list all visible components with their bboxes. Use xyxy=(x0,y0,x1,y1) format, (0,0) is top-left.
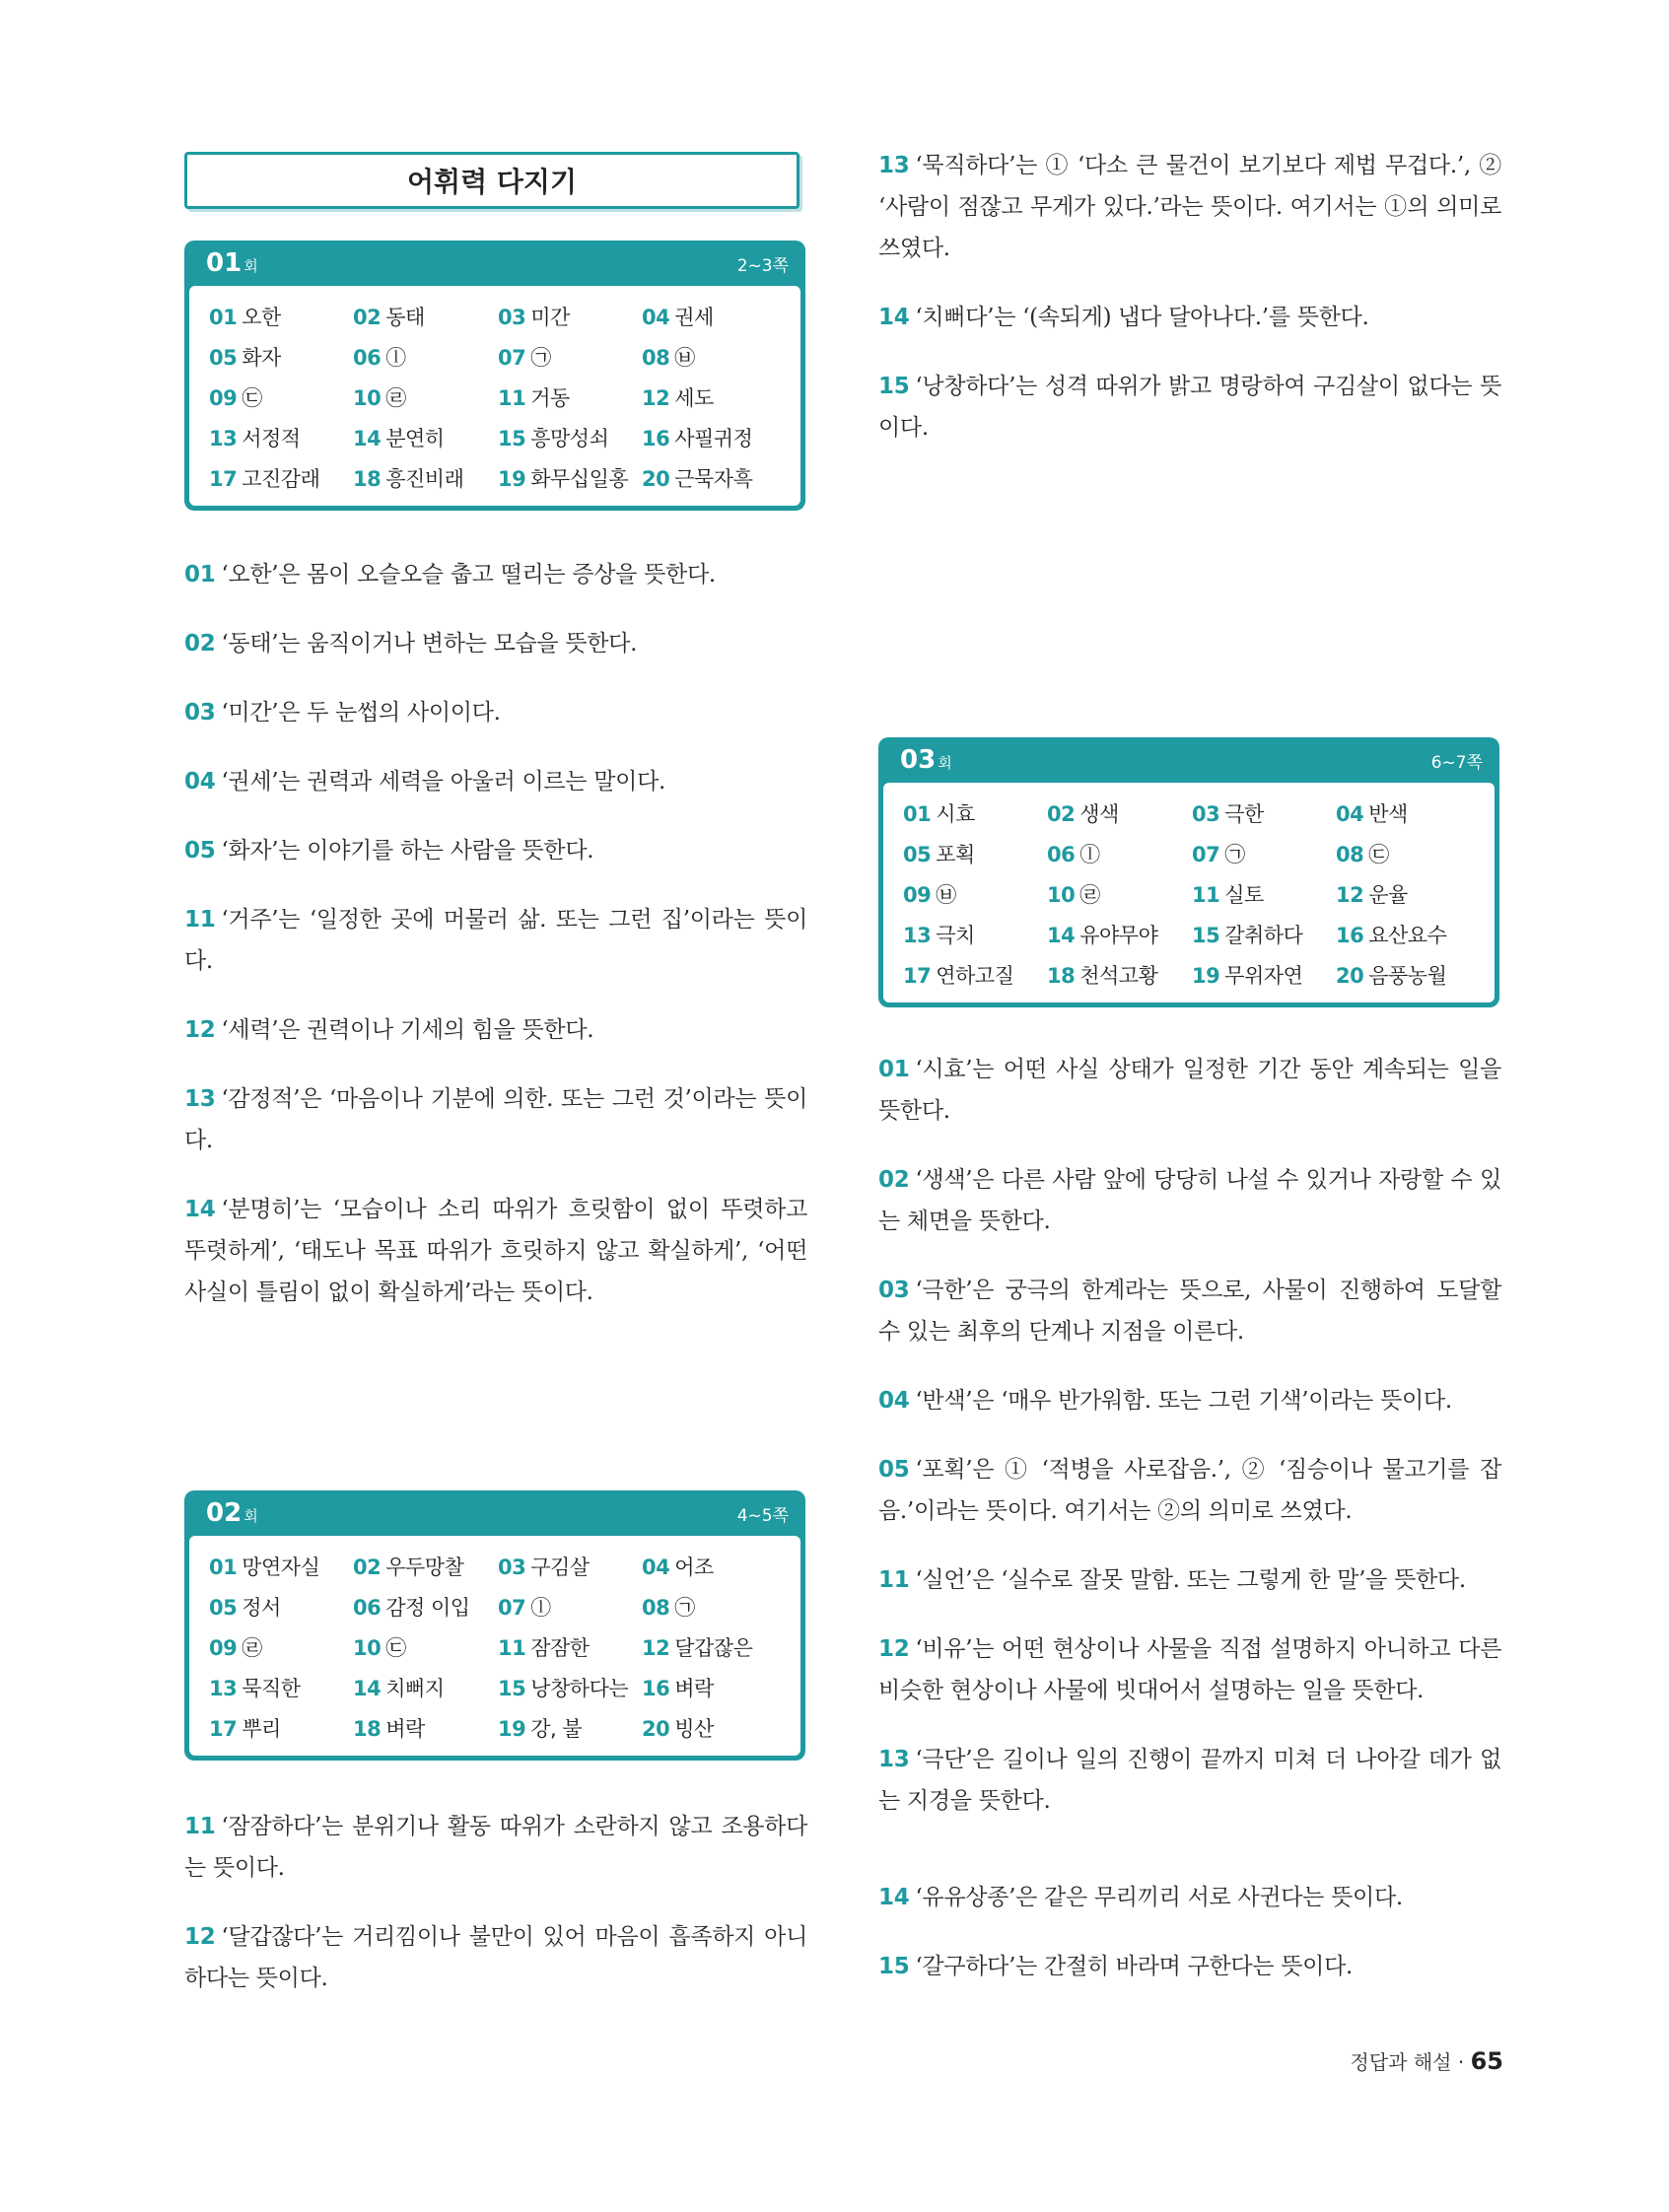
answer-item xyxy=(209,298,353,338)
answer-item xyxy=(498,1628,642,1669)
answer-text: 흥망성쇠 xyxy=(530,427,609,450)
explanation-text: ‘극한’은 궁극의 한계라는 뜻으로, 사물이 진행하여 도달할 수 있는 최후의 단계나 지점을 이른다. xyxy=(878,1278,1501,1345)
answer-item xyxy=(1047,835,1192,875)
answer-text: 실토 xyxy=(1224,883,1264,907)
answer-item xyxy=(642,338,786,379)
answer-item xyxy=(353,338,498,379)
explanation-paragraph xyxy=(184,1078,807,1161)
answer-text: 벼락 xyxy=(674,1677,714,1700)
explanation-text: ‘거주’는 ‘일정한 곳에 머물러 삶. 또는 그런 집’이라는 뜻이다. xyxy=(184,907,807,974)
answer-text: 권세 xyxy=(674,306,714,329)
answer-grid xyxy=(903,795,1495,997)
answer-text: ㉠ xyxy=(1224,843,1245,866)
answer-text: 세도 xyxy=(674,386,714,410)
explanation-text: ‘권세’는 권력과 세력을 아울러 이르는 말이다. xyxy=(221,769,666,795)
answer-number: 04 xyxy=(1336,802,1364,826)
answer-text: 사필귀정 xyxy=(674,427,753,450)
explanation-paragraph xyxy=(878,366,1501,449)
answer-item xyxy=(498,1548,642,1588)
answer-text: 흥진비래 xyxy=(385,467,464,491)
answer-number: 18 xyxy=(1047,964,1076,988)
explanation-paragraph xyxy=(878,1449,1501,1532)
answer-number: 05 xyxy=(209,1596,238,1620)
answer-number: 08 xyxy=(642,1596,670,1620)
answer-item xyxy=(642,1588,786,1628)
answer-text: 극치 xyxy=(936,924,975,947)
explanation-paragraph xyxy=(878,297,1501,338)
explanation-number: 14 xyxy=(878,305,910,330)
explanation-paragraph xyxy=(878,1559,1501,1601)
answer-item xyxy=(903,835,1047,875)
explanation-text: ‘극단’은 길이나 일의 진행이 끝까지 미쳐 더 나아갈 데가 없는 지경을 뜻한다. xyxy=(878,1747,1501,1814)
explanation-paragraph xyxy=(878,1380,1501,1421)
answer-text: 음풍농월 xyxy=(1368,964,1447,988)
explanation-text: ‘묵직하다’는 ① ‘다소 큰 물건이 보기보다 제법 무겁다.’, ② ‘사람이 점잖고 무게가 있다.’라는 뜻이다. 여기서는 ①의 의미로 쓰였다. xyxy=(878,153,1501,261)
explanation-number: 13 xyxy=(184,1086,216,1112)
answer-text: 유야무야 xyxy=(1079,924,1158,947)
explanation-number: 03 xyxy=(878,1278,910,1303)
answer-text: 뿌리 xyxy=(242,1717,281,1741)
explanation-number: 04 xyxy=(184,769,216,795)
answer-number: 08 xyxy=(1336,843,1364,866)
answer-item xyxy=(1047,795,1192,835)
answer-item xyxy=(498,419,642,459)
box-number: 01 회 xyxy=(206,248,258,278)
answer-text: 운율 xyxy=(1368,883,1408,907)
section-title: 어휘력 다지기 xyxy=(184,152,800,209)
answer-number: 03 xyxy=(498,306,526,329)
answer-item xyxy=(498,298,642,338)
answer-text: 거동 xyxy=(530,386,570,410)
answer-item xyxy=(1047,956,1192,997)
answer-number: 14 xyxy=(353,1677,382,1700)
answer-number: 19 xyxy=(498,1717,526,1741)
answer-text: ㉠ xyxy=(530,346,551,370)
answer-text: 강, 불 xyxy=(530,1717,583,1741)
explanation-text: ‘동태’는 움직이거나 변하는 모습을 뜻한다. xyxy=(221,631,638,657)
answer-text: 무위자연 xyxy=(1224,964,1303,988)
answer-item xyxy=(1192,916,1336,956)
answer-number: 16 xyxy=(642,1677,670,1700)
answer-text: ㉢ xyxy=(1368,843,1389,866)
explanation-paragraph xyxy=(184,692,807,733)
answer-text: 서정적 xyxy=(242,427,301,450)
explanation-paragraph xyxy=(184,1806,807,1889)
box-pages: 2~3쪽 xyxy=(736,255,789,276)
answer-item xyxy=(1336,795,1480,835)
answer-item xyxy=(353,1588,498,1628)
answer-item xyxy=(903,795,1047,835)
answer-text: 근묵자흑 xyxy=(674,467,753,491)
explanation-text: ‘달갑잖다’는 거리낌이나 불만이 있어 마음이 흡족하지 아니하다는 뜻이다. xyxy=(184,1924,807,1991)
answer-box-01 xyxy=(184,241,805,511)
explanation-number: 15 xyxy=(878,374,910,399)
answer-item xyxy=(209,459,353,500)
explanation-paragraph xyxy=(878,145,1501,269)
answer-item xyxy=(498,1709,642,1750)
answer-item xyxy=(209,1669,353,1709)
answer-item xyxy=(903,875,1047,916)
answer-number: 15 xyxy=(498,1677,526,1700)
answer-number: 13 xyxy=(209,427,238,450)
answer-item xyxy=(642,459,786,500)
answer-text: ㉢ xyxy=(242,386,262,410)
answer-number: 06 xyxy=(353,346,382,370)
explanation-paragraph xyxy=(878,1877,1501,1918)
explanation-text: ‘갈구하다’는 간절히 바라며 구한다는 뜻이다. xyxy=(915,1954,1354,1979)
explanation-number: 02 xyxy=(878,1167,910,1193)
answer-text: 천석고황 xyxy=(1079,964,1158,988)
explanation-text: ‘시효’는 어떤 사실 상태가 일정한 기간 동안 계속되는 일을 뜻한다. xyxy=(878,1057,1501,1124)
answer-number: 10 xyxy=(353,1636,382,1660)
answer-item xyxy=(353,379,498,419)
answer-text: 포획 xyxy=(936,843,975,866)
explanation-text: ‘비유’는 어떤 현상이나 사물을 직접 설명하지 아니하고 다른 비슷한 현상이나 사물에 빗대어서 설명하는 일을 뜻한다. xyxy=(878,1636,1501,1703)
answer-item xyxy=(498,379,642,419)
answer-box-02 xyxy=(184,1490,805,1761)
answer-number: 05 xyxy=(209,346,238,370)
answer-item xyxy=(903,956,1047,997)
explanation-text: ‘감정적’은 ‘마음이나 기분에 의한. 또는 그런 것’이라는 뜻이다. xyxy=(184,1086,807,1153)
answer-text: 어조 xyxy=(674,1555,714,1579)
explanation-number: 12 xyxy=(184,1017,216,1043)
explanation-paragraph xyxy=(878,1946,1501,1987)
answer-text: 화자 xyxy=(242,346,281,370)
explanation-number: 12 xyxy=(184,1924,216,1950)
answer-text: 우두망찰 xyxy=(385,1555,464,1579)
answer-text: ㉣ xyxy=(1079,883,1100,907)
answer-box-header xyxy=(883,737,1495,783)
answer-number: 07 xyxy=(498,346,526,370)
explanation-paragraph xyxy=(184,1189,807,1313)
answer-item xyxy=(642,379,786,419)
answer-text: ㉥ xyxy=(674,346,695,370)
explanation-paragraph xyxy=(878,1159,1501,1242)
answer-number: 05 xyxy=(903,843,932,866)
answer-number: 20 xyxy=(1336,964,1364,988)
answer-number: 01 xyxy=(209,306,238,329)
answer-text: 갈취하다 xyxy=(1224,924,1303,947)
answer-number: 12 xyxy=(642,1636,670,1660)
answer-item xyxy=(1336,875,1480,916)
answer-item xyxy=(498,338,642,379)
explanation-number: 01 xyxy=(184,562,216,588)
explanation-text: ‘세력’은 권력이나 기세의 힘을 뜻한다. xyxy=(221,1017,594,1043)
answer-text: 감정 이입 xyxy=(385,1596,470,1620)
box-pages: 6~7쪽 xyxy=(1430,752,1483,773)
explanation-number: 12 xyxy=(878,1636,910,1662)
explanation-number: 13 xyxy=(878,153,910,178)
explanation-paragraph xyxy=(184,830,807,871)
answer-item xyxy=(1336,835,1480,875)
answer-number: 20 xyxy=(642,467,670,491)
answer-text: 미간 xyxy=(530,306,570,329)
answer-item xyxy=(209,379,353,419)
answer-number: 16 xyxy=(1336,924,1364,947)
explanation-text: ‘오한’은 몸이 오슬오슬 춥고 떨리는 증상을 뜻한다. xyxy=(221,562,716,588)
explanation-text: ‘분명히’는 ‘모습이나 소리 따위가 흐릿함이 없이 뚜렷하고 뚜렷하게’, ‘태도나 목표 따위가 흐릿하지 않고 확실하게’, ‘어떤 사실이 틀림이 없이 확실하게’라는 뜻이다. xyxy=(184,1197,807,1305)
explanation-text: ‘낭창하다’는 성격 따위가 밝고 명랑하여 구김살이 없다는 뜻이다. xyxy=(878,374,1501,441)
explanation-number: 11 xyxy=(184,907,216,933)
answer-number: 11 xyxy=(498,386,526,410)
answer-number: 14 xyxy=(1047,924,1076,947)
explanation-paragraph xyxy=(878,1628,1501,1711)
answer-number: 13 xyxy=(903,924,932,947)
explanation-number: 04 xyxy=(878,1388,910,1414)
answer-grid xyxy=(209,298,800,500)
answer-text: ⓛ xyxy=(1079,843,1100,866)
explanation-text: ‘화자’는 이야기를 하는 사람을 뜻한다. xyxy=(221,838,594,864)
answer-number: 03 xyxy=(498,1555,526,1579)
answer-item xyxy=(1192,956,1336,997)
answer-item xyxy=(209,1709,353,1750)
explanation-number: 05 xyxy=(184,838,216,864)
answer-item xyxy=(498,459,642,500)
explanation-number: 14 xyxy=(878,1885,910,1910)
answer-number: 08 xyxy=(642,346,670,370)
answer-text: 분연히 xyxy=(385,427,445,450)
answer-text: 동태 xyxy=(385,306,425,329)
answer-number: 13 xyxy=(209,1677,238,1700)
explanation-paragraph xyxy=(878,1739,1501,1822)
answer-item xyxy=(209,338,353,379)
answer-text: ㉣ xyxy=(242,1636,262,1660)
answer-number: 10 xyxy=(1047,883,1076,907)
answer-item xyxy=(353,459,498,500)
answer-item xyxy=(353,1548,498,1588)
answer-text: 요산요수 xyxy=(1368,924,1447,947)
answer-text: 반색 xyxy=(1368,802,1408,826)
explanation-number: 03 xyxy=(184,700,216,726)
answer-text: 고진감래 xyxy=(242,467,320,491)
answer-text: 생색 xyxy=(1079,802,1119,826)
answer-box-03 xyxy=(878,737,1499,1007)
answer-number: 11 xyxy=(498,1636,526,1660)
answer-number: 14 xyxy=(353,427,382,450)
footer-label: 정답과 해설 xyxy=(1350,2050,1452,2074)
explanation-text: ‘잠잠하다’는 분위기나 활동 따위가 소란하지 않고 조용하다는 뜻이다. xyxy=(184,1814,807,1881)
answer-number: 09 xyxy=(209,1636,238,1660)
answer-grid xyxy=(209,1548,800,1750)
explanation-number: 05 xyxy=(878,1457,910,1483)
answer-text: ㉥ xyxy=(936,883,956,907)
answer-text: ㉢ xyxy=(385,1636,406,1660)
explanation-number: 01 xyxy=(878,1057,910,1082)
answer-text: 빙산 xyxy=(674,1717,714,1741)
answer-text: 망연자실 xyxy=(242,1555,320,1579)
answer-item xyxy=(209,419,353,459)
answer-item xyxy=(498,1669,642,1709)
answer-box-header xyxy=(189,241,800,286)
answer-number: 12 xyxy=(1336,883,1364,907)
answer-text: 오한 xyxy=(242,306,281,329)
answer-box-header xyxy=(189,1490,800,1536)
explanation-paragraph xyxy=(184,554,807,595)
explanation-text: ‘포획’은 ① ‘적병을 사로잡음.’, ② ‘짐승이나 물고기를 잡음.’이라는 뜻이다. 여기서는 ②의 의미로 쓰였다. xyxy=(878,1457,1501,1524)
page-footer xyxy=(1351,2046,1503,2075)
answer-item xyxy=(353,1669,498,1709)
answer-text: ㉠ xyxy=(674,1596,695,1620)
answer-number: 09 xyxy=(903,883,932,907)
page-number: 65 xyxy=(1470,2047,1503,2075)
answer-number: 06 xyxy=(1047,843,1076,866)
answer-item xyxy=(209,1628,353,1669)
answer-item xyxy=(209,1548,353,1588)
answer-number: 15 xyxy=(498,427,526,450)
answer-item xyxy=(642,1548,786,1588)
answer-text: 치뻐지 xyxy=(385,1677,445,1700)
answer-item xyxy=(642,1669,786,1709)
answer-item xyxy=(642,298,786,338)
explanation-paragraph xyxy=(184,761,807,802)
answer-text: 극한 xyxy=(1224,802,1264,826)
answer-number: 02 xyxy=(1047,802,1076,826)
explanation-paragraph xyxy=(184,1009,807,1051)
answer-item xyxy=(353,419,498,459)
answer-item xyxy=(1336,956,1480,997)
explanation-paragraph xyxy=(184,623,807,664)
answer-number: 04 xyxy=(642,306,670,329)
answer-item xyxy=(353,1709,498,1750)
answer-number: 15 xyxy=(1192,924,1220,947)
answer-item xyxy=(1192,835,1336,875)
answer-number: 19 xyxy=(1192,964,1220,988)
answer-number: 01 xyxy=(903,802,932,826)
answer-number: 06 xyxy=(353,1596,382,1620)
box-number: 02 회 xyxy=(206,1498,258,1528)
answer-item xyxy=(1047,875,1192,916)
box-number: 03 회 xyxy=(900,745,952,775)
answer-text: ㉣ xyxy=(385,386,406,410)
explanation-number: 14 xyxy=(184,1197,216,1222)
answer-number: 19 xyxy=(498,467,526,491)
answer-item xyxy=(1192,875,1336,916)
answer-number: 02 xyxy=(353,306,382,329)
answer-number: 17 xyxy=(209,1717,238,1741)
answer-text: 벼락 xyxy=(385,1717,425,1741)
answer-text: 연하고질 xyxy=(936,964,1014,988)
answer-number: 16 xyxy=(642,427,670,450)
answer-text: ⓛ xyxy=(530,1596,551,1620)
explanation-text: ‘미간’은 두 눈썹의 사이이다. xyxy=(221,700,501,726)
answer-text: 구김살 xyxy=(530,1555,590,1579)
answer-number: 07 xyxy=(1192,843,1220,866)
explanation-text: ‘반색’은 ‘매우 반가워함. 또는 그런 기색’이라는 뜻이다. xyxy=(915,1388,1452,1414)
answer-item xyxy=(1192,795,1336,835)
answer-number: 01 xyxy=(209,1555,238,1579)
answer-number: 10 xyxy=(353,386,382,410)
answer-text: 정서 xyxy=(242,1596,281,1620)
explanation-text: ‘유유상종’은 같은 무리끼리 서로 사귄다는 뜻이다. xyxy=(915,1885,1403,1910)
answer-item xyxy=(209,1588,353,1628)
answer-number: 04 xyxy=(642,1555,670,1579)
footer-separator: · xyxy=(1457,2050,1465,2074)
answer-number: 17 xyxy=(209,467,238,491)
answer-item xyxy=(353,1628,498,1669)
answer-text: 묵직한 xyxy=(242,1677,301,1700)
explanation-paragraph xyxy=(184,1916,807,1999)
answer-text: ⓛ xyxy=(385,346,406,370)
answer-text: 낭창하다는 xyxy=(530,1677,629,1700)
answer-number: 18 xyxy=(353,1717,382,1741)
answer-number: 11 xyxy=(1192,883,1220,907)
answer-number: 17 xyxy=(903,964,932,988)
answer-item xyxy=(498,1588,642,1628)
explanation-number: 13 xyxy=(878,1747,910,1772)
answer-text: 화무십일홍 xyxy=(530,467,629,491)
explanation-text: ‘생색’은 다른 사람 앞에 당당히 나설 수 있거나 자랑할 수 있는 체면을 뜻한다. xyxy=(878,1167,1501,1234)
answer-number: 02 xyxy=(353,1555,382,1579)
answer-text: 잠잠한 xyxy=(530,1636,590,1660)
answer-number: 18 xyxy=(353,467,382,491)
answer-text: 달갑잖은 xyxy=(674,1636,753,1660)
answer-number: 09 xyxy=(209,386,238,410)
answer-number: 07 xyxy=(498,1596,526,1620)
explanation-number: 02 xyxy=(184,631,216,657)
explanation-paragraph xyxy=(878,1049,1501,1132)
explanation-paragraph xyxy=(184,899,807,982)
answer-item xyxy=(1336,916,1480,956)
box-pages: 4~5쪽 xyxy=(736,1505,789,1526)
explanation-number: 11 xyxy=(878,1567,910,1593)
explanation-number: 11 xyxy=(184,1814,216,1839)
answer-item xyxy=(642,1628,786,1669)
answer-number: 12 xyxy=(642,386,670,410)
answer-item xyxy=(353,298,498,338)
answer-item xyxy=(1047,916,1192,956)
explanation-number: 15 xyxy=(878,1954,910,1979)
explanation-paragraph xyxy=(878,1270,1501,1352)
answer-text: 시효 xyxy=(936,802,975,826)
answer-number: 03 xyxy=(1192,802,1220,826)
explanation-text: ‘실언’은 ‘실수로 잘못 말함. 또는 그렇게 한 말’을 뜻한다. xyxy=(915,1567,1466,1593)
answer-number: 20 xyxy=(642,1717,670,1741)
answer-item xyxy=(642,1709,786,1750)
explanation-text: ‘치뻐다’는 ‘(속되게) 냅다 달아나다.’를 뜻한다. xyxy=(915,305,1369,330)
answer-item xyxy=(642,419,786,459)
answer-item xyxy=(903,916,1047,956)
